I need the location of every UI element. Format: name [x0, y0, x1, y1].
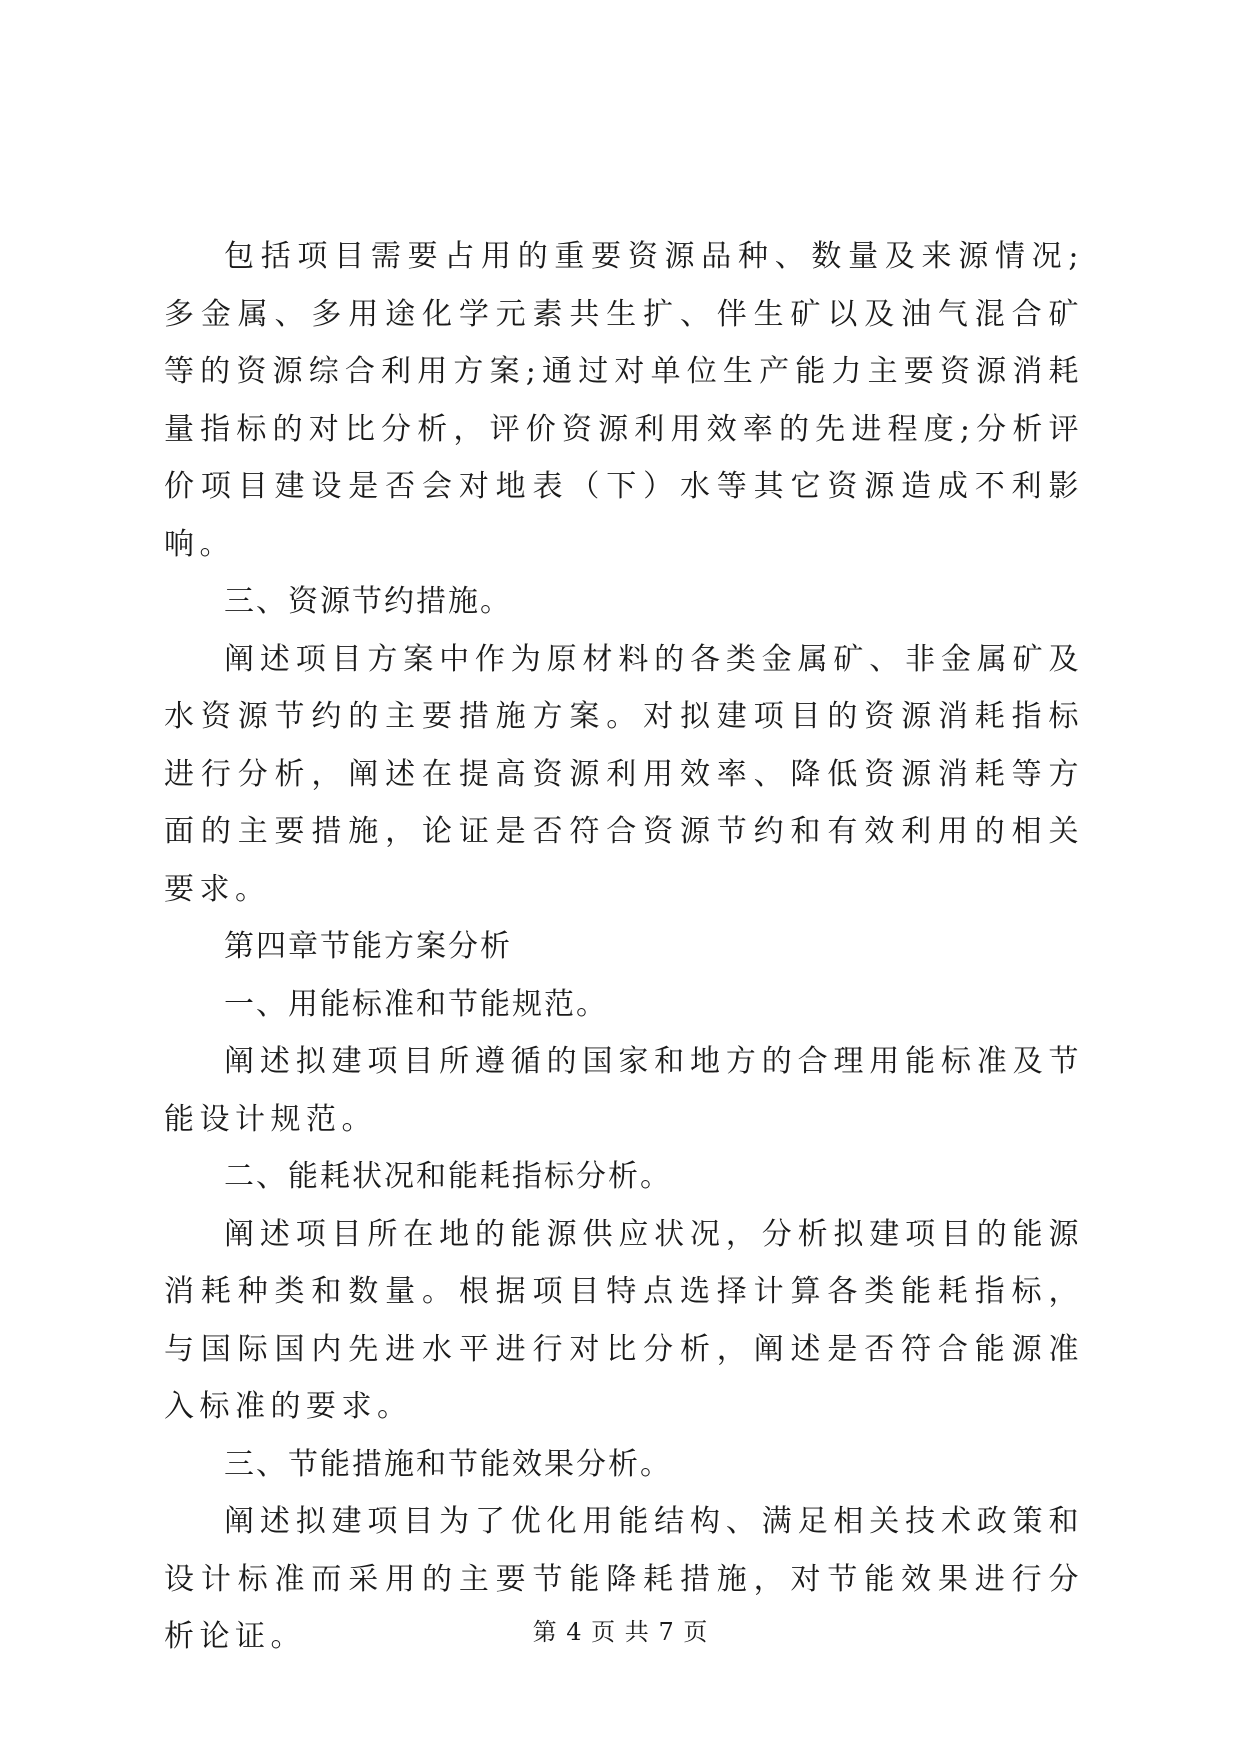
section-heading-energy-consumption: 二、能耗状况和能耗指标分析。	[224, 1159, 672, 1194]
page-number-footer: 第 4 页 共 7 页	[532, 1618, 709, 1646]
document-body	[164, 228, 1084, 1666]
paragraph-energy-measures: 阐述拟建项目为了优化用能结构、满足相关技术政策和设计标准而采用的主要节能降耗措施，对节能效果进行分析论证。	[164, 1504, 1084, 1654]
chapter-heading-energy-saving: 第四章节能方案分析	[224, 929, 512, 964]
paragraph-energy-consumption: 阐述项目所在地的能源供应状况，分析拟建项目的能源消耗种类和数量。根据项目特点选择计算各类能耗指标，与国际国内先进水平进行对比分析，阐述是否符合能源准入标准的要求。	[164, 1216, 1084, 1424]
paragraph-energy-standards: 阐述拟建项目所遵循的国家和地方的合理用能标准及节能设计规范。	[164, 1044, 1084, 1137]
section-heading-energy-standards: 一、用能标准和节能规范。	[224, 986, 608, 1022]
paragraph-resource-saving: 阐述项目方案中作为原材料的各类金属矿、非金属矿及水资源节约的主要措施方案。对拟建项目的资源消耗指标进行分析，阐述在提高资源利用效率、降低资源消耗等方面的主要措施，论证是否符合资源节约和有效利用的相关要求。	[164, 641, 1084, 907]
section-heading-resource-saving: 三、资源节约措施。	[224, 584, 512, 619]
section-heading-energy-measures: 三、节能措施和节能效果分析。	[224, 1446, 672, 1482]
paragraph-resource-usage: 包括项目需要占用的重要资源品种、数量及来源情况;多金属、多用途化学元素共生扩、伴生矿以及油气混合矿等的资源综合利用方案;通过对单位生产能力主要资源消耗量指标的对比分析，评价资源利用效率的先进程度;分析评价项目建设是否会对地表（下）水等其它资源造成不利影响。	[164, 239, 1084, 562]
